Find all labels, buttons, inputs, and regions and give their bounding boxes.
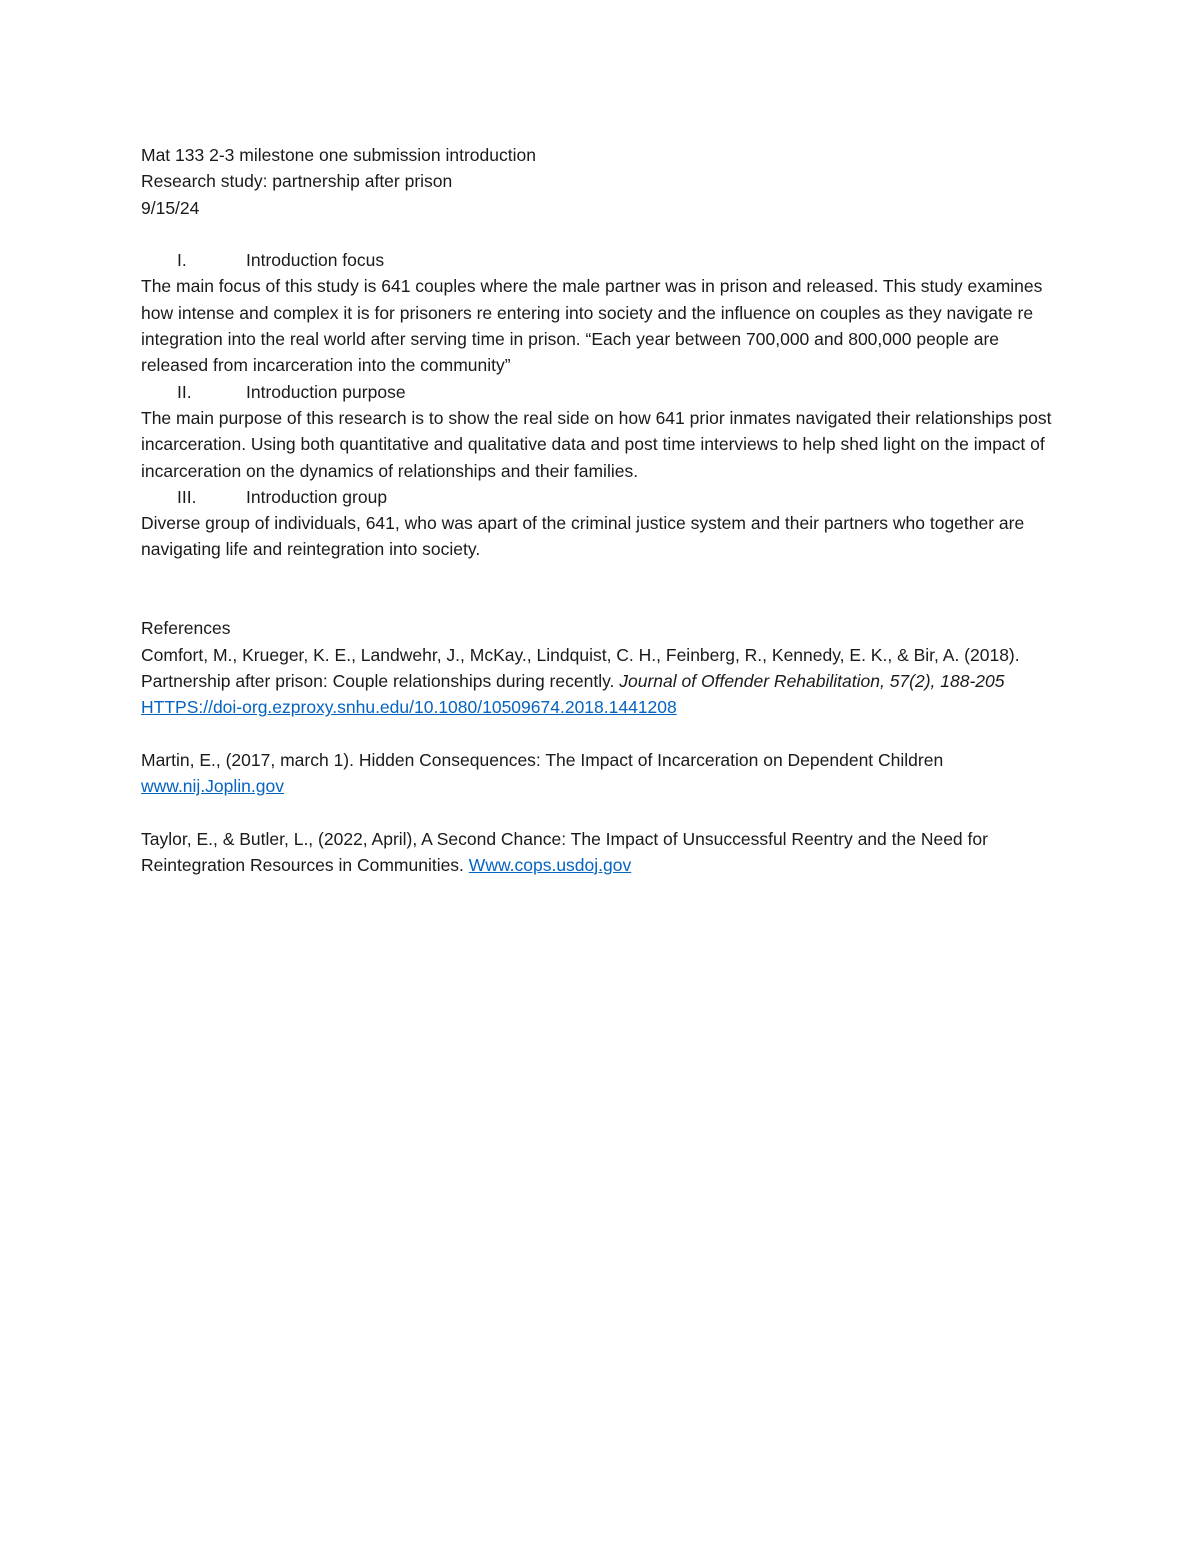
reference-text: Taylor, E., & Butler, L., (2022, April), A Second Chance: The Impact of Unsuccessful Reentry and the Need for Reintegration Resources in Communities.: [141, 828, 988, 876]
reference-link-nij[interactable]: www.nij.Joplin.gov: [141, 776, 284, 797]
reference-link-doi[interactable]: HTTPS://doi-org.ezproxy.snhu.edu/10.1080/10509674.2018.1441208: [141, 697, 677, 718]
reference-item-martin: [141, 747, 1071, 800]
section-numeral: II.: [177, 381, 192, 402]
section-heading-text: Introduction focus: [246, 250, 385, 271]
section-heading-text: Introduction group: [246, 486, 388, 507]
document-subtitle: Research study: partnership after prison: [141, 171, 453, 192]
document-date: 9/15/24: [141, 197, 200, 218]
reference-text: Comfort, M., Krueger, K. E., Landwehr, J., McKay., Lindquist, C. H., Feinberg, R., Kennedy, E. K., & Bir, A. (2018). Partnership after prison: Couple relationships during recently.: [141, 644, 1020, 691]
section-body-group: Diverse group of individuals, 641, who was apart of the criminal justice system and their partners who together are navigating life and reintegration into society.: [141, 513, 1025, 560]
blank-line: [141, 799, 1071, 825]
blank-line: [141, 721, 1071, 747]
reference-item-taylor: [141, 826, 1071, 879]
blank-lines: [141, 563, 1071, 616]
document-page: [141, 142, 1071, 878]
section-heading-text: Introduction purpose: [246, 381, 406, 402]
section-body-focus: The main focus of this study is 641 couples where the male partner was in prison and released. This study examines how intense and complex it is for prisoners re entering into society and the influence on couples as they navigate re integration into the real world after serving time in prison. “Each year between 700,000 and 800,000 people are released from incarceration into the community”: [141, 276, 1043, 376]
section-body-purpose: The main purpose of this research is to show the real side on how 641 prior inmates navigated their relationships post incarceration. Using both quantitative and qualitative data and post time interviews to help shed light on the impact of incarceration on the dynamics of relationships and their families.: [141, 407, 1052, 481]
reference-link-cops[interactable]: Www.cops.usdoj.gov: [468, 855, 632, 876]
blank-line: [141, 221, 1071, 247]
section-numeral: III.: [177, 486, 197, 507]
references-heading: References: [141, 618, 231, 639]
section-heading-focus: [141, 247, 1071, 273]
reference-journal: Journal of Offender Rehabilitation, 57(2), 188-205: [619, 670, 1005, 691]
reference-item-comfort: [141, 642, 1071, 721]
document-title: Mat 133 2-3 milestone one submission introduction: [141, 145, 536, 165]
section-numeral: I.: [177, 250, 187, 271]
section-heading-purpose: [141, 379, 1071, 405]
reference-text: Martin, E., (2017, march 1). Hidden Consequences: The Impact of Incarceration on Dependent Children: [141, 749, 944, 770]
section-heading-group: [141, 484, 1071, 510]
